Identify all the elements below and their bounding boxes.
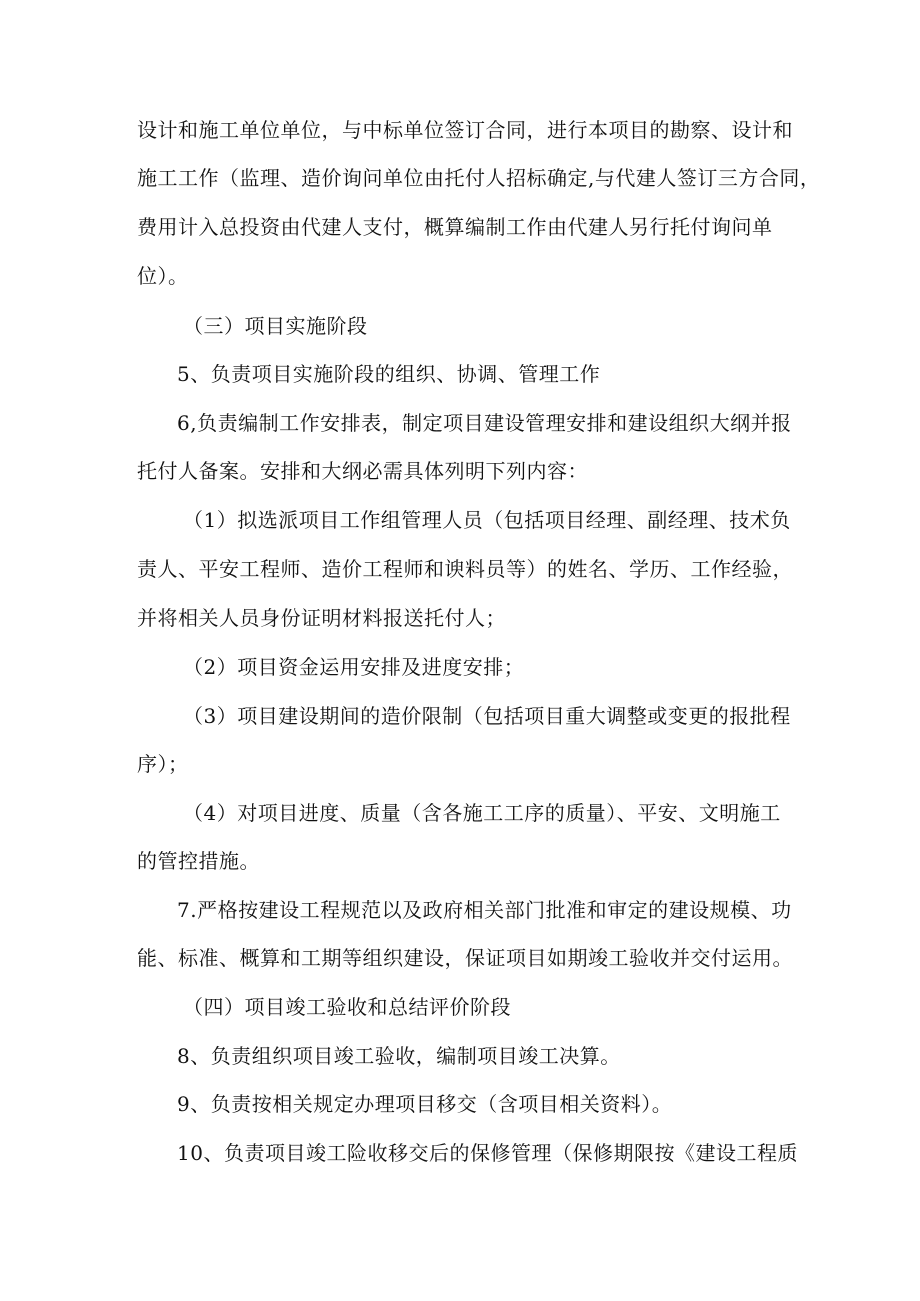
section-heading: （四）项目竣工验收和总结评价阶段 [183,995,511,1019]
list-item-line: （4）对项目进度、质量（含各施工工序的质量）、平安、文明施工 [183,801,781,825]
paragraph-line: 7.严格按建设工程规范以及政府相关部门批准和审定的建设规模、功 [177,898,792,922]
paragraph-line: 设计和施工单位单位，与中标单位签订合同，进行本项目的勘察、设计和 [137,118,793,142]
paragraph-line: 10、负责项目竣工险收移交后的保修管理（保修期限按《建设工程质 [177,1141,798,1165]
section-heading: （三）项目实施阶段 [183,314,368,338]
list-item-line: 并将相关人员身份证明材料报送托付人； [137,606,506,630]
list-item-line: （1）拟选派项目工作组管理人员（包括项目经理、副经理、技术负 [183,508,791,532]
list-item-line: （3）项目建设期间的造价限制（包括项目重大调整或变更的报批程 [183,704,791,728]
paragraph-line: 9、负责按相关规定办理项目移交（含项目相关资料）。 [177,1092,673,1116]
paragraph-line: 8、负责组织项目竣工验收，编制项目竣工决算。 [177,1044,621,1068]
list-item-line: 序）； [137,752,189,776]
list-item-line: （2）项目资金运用安排及进度安排； [183,655,525,679]
list-item-line: 的管控措施。 [137,849,260,873]
paragraph-line: 位）。 [137,264,189,288]
paragraph-line: 能、标准、概算和工期等组织建设，保证项目如期竣工验收并交付运用。 [137,946,793,970]
paragraph-line: 费用计入总投资由代建人支付，概算编制工作由代建人另行托付询问单 [137,215,773,239]
paragraph-line: 5、负责项目实施阶段的组织、协调、管理工作 [177,362,601,386]
paragraph-line: 6,负责编制工作安排表，制定项目建设管理安排和建设组织大纲并报 [177,411,792,435]
paragraph-line: 托付人备案。安排和大纲必需具体列明下列内容： [137,459,588,483]
paragraph-line: 施工工作（监理、造价询问单位由托付人招标确定,与代建人签订三方合同， [137,166,821,190]
list-item-line: 责人、平安工程师、造价工程师和谀料员等）的姓名、学历、工作经验， [137,557,793,581]
